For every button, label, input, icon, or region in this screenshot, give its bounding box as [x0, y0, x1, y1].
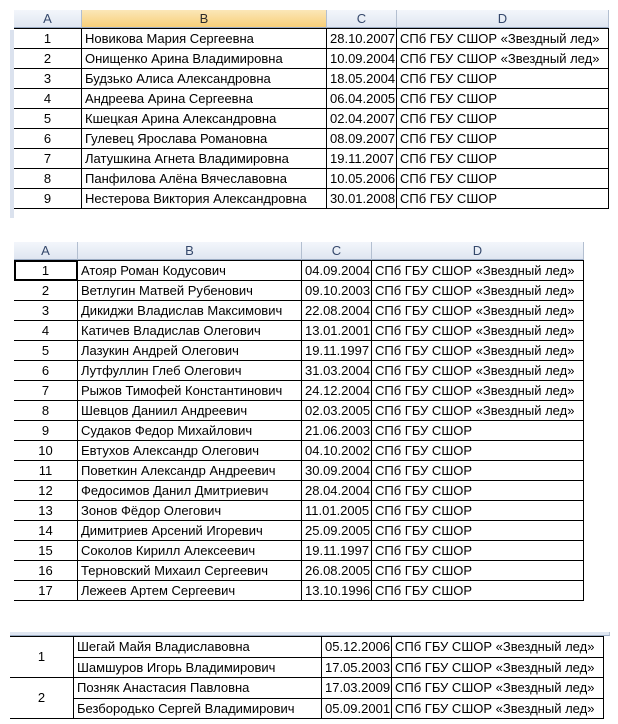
row-number-cell[interactable]: 5: [14, 109, 82, 129]
date-cell[interactable]: 10.05.2006: [327, 169, 397, 189]
date-cell[interactable]: 28.10.2007: [327, 28, 397, 49]
date-cell[interactable]: 24.12.2004: [302, 381, 372, 401]
name-cell[interactable]: Поветкин Александр Андреевич: [78, 461, 302, 481]
date-cell[interactable]: 05.12.2006: [322, 636, 392, 658]
row-number-cell[interactable]: 17: [14, 581, 78, 601]
org-cell[interactable]: СПб ГБУ СШОР: [372, 541, 584, 561]
org-cell[interactable]: СПб ГБУ СШОР: [397, 109, 609, 129]
row-number-cell[interactable]: 9: [14, 189, 82, 209]
name-cell[interactable]: Шегай Майя Владиславовна: [74, 636, 322, 658]
name-cell[interactable]: Судаков Федор Михайлович: [78, 421, 302, 441]
org-cell[interactable]: СПб ГБУ СШОР: [372, 421, 584, 441]
org-cell[interactable]: СПб ГБУ СШОР «Звездный лед»: [397, 49, 609, 69]
date-cell[interactable]: 17.05.2003: [322, 658, 392, 679]
date-cell[interactable]: 31.03.2004: [302, 361, 372, 381]
date-cell[interactable]: 30.09.2004: [302, 461, 372, 481]
name-cell[interactable]: Ветлугин Матвей Рубенович: [78, 281, 302, 301]
name-cell[interactable]: Дикиджи Владислав Максимович: [78, 301, 302, 321]
org-cell[interactable]: СПб ГБУ СШОР: [397, 169, 609, 189]
org-cell[interactable]: СПб ГБУ СШОР «Звездный лед»: [372, 281, 584, 301]
name-cell[interactable]: Лутфуллин Глеб Олегович: [78, 361, 302, 381]
row-number-cell[interactable]: 3: [14, 69, 82, 89]
row-number-cell[interactable]: 7: [14, 149, 82, 169]
name-cell[interactable]: Терновский Михаил Сергеевич: [78, 561, 302, 581]
org-cell[interactable]: СПб ГБУ СШОР: [372, 481, 584, 501]
name-cell[interactable]: Панфилова Алёна Вячеславовна: [82, 169, 327, 189]
date-cell[interactable]: 28.04.2004: [302, 481, 372, 501]
row-number-cell[interactable]: 15: [14, 541, 78, 561]
org-cell[interactable]: СПб ГБУ СШОР «Звездный лед»: [372, 260, 584, 281]
column-header-b[interactable]: B: [82, 10, 327, 28]
date-cell[interactable]: 09.10.2003: [302, 281, 372, 301]
column-header-a[interactable]: A: [14, 10, 82, 28]
org-cell[interactable]: СПб ГБУ СШОР: [372, 501, 584, 521]
date-cell[interactable]: 26.08.2005: [302, 561, 372, 581]
name-cell[interactable]: Безбородько Сергей Владимирович: [74, 699, 322, 720]
row-number-cell[interactable]: 9: [14, 421, 78, 441]
org-cell[interactable]: СПб ГБУ СШОР «Звездный лед»: [372, 341, 584, 361]
row-number-cell[interactable]: 8: [14, 169, 82, 189]
row-number-cell[interactable]: 4: [14, 89, 82, 109]
date-cell[interactable]: 11.01.2005: [302, 501, 372, 521]
date-cell[interactable]: 21.06.2003: [302, 421, 372, 441]
name-cell[interactable]: Катичев Владислав Олегович: [78, 321, 302, 341]
row-number-cell[interactable]: 4: [14, 321, 78, 341]
name-cell[interactable]: Новикова Мария Сергеевна: [82, 28, 327, 49]
name-cell[interactable]: Нестерова Виктория Александровна: [82, 189, 327, 209]
row-number-cell[interactable]: 7: [14, 381, 78, 401]
date-cell[interactable]: 25.09.2005: [302, 521, 372, 541]
date-cell[interactable]: 13.10.1996: [302, 581, 372, 601]
org-cell[interactable]: СПб ГБУ СШОР: [372, 581, 584, 601]
group-number-cell[interactable]: 2: [10, 678, 74, 719]
name-cell[interactable]: Соколов Кирилл Алексеевич: [78, 541, 302, 561]
date-cell[interactable]: 10.09.2004: [327, 49, 397, 69]
row-number-cell[interactable]: 16: [14, 561, 78, 581]
org-cell[interactable]: СПб ГБУ СШОР «Звездный лед»: [397, 28, 609, 49]
org-cell[interactable]: СПб ГБУ СШОР: [397, 189, 609, 209]
org-cell[interactable]: СПб ГБУ СШОР: [397, 129, 609, 149]
name-cell[interactable]: Гулевец Ярослава Романовна: [82, 129, 327, 149]
date-cell[interactable]: 22.08.2004: [302, 301, 372, 321]
group-number-cell[interactable]: 1: [10, 636, 74, 678]
name-cell[interactable]: Позняк Анастасия Павловна: [74, 678, 322, 699]
column-header-d[interactable]: D: [397, 10, 609, 28]
row-header-strip: [10, 30, 14, 218]
table-2: [14, 242, 588, 601]
org-cell[interactable]: СПб ГБУ СШОР: [372, 441, 584, 461]
name-cell[interactable]: Димитриев Арсений Игоревич: [78, 521, 302, 541]
name-cell[interactable]: Онищенко Арина Владимировна: [82, 49, 327, 69]
column-header-c[interactable]: C: [327, 10, 397, 28]
name-cell[interactable]: Андреева Арина Сергеевна: [82, 89, 327, 109]
date-cell[interactable]: 08.09.2007: [327, 129, 397, 149]
name-cell[interactable]: Федосимов Данил Дмитриевич: [78, 481, 302, 501]
name-cell[interactable]: Будзько Алиса Александровна: [82, 69, 327, 89]
date-cell[interactable]: 02.04.2007: [327, 109, 397, 129]
table-1: [14, 10, 612, 209]
date-cell[interactable]: 04.09.2004: [302, 260, 372, 281]
name-cell[interactable]: Зонов Фёдор Олегович: [78, 501, 302, 521]
date-cell[interactable]: 17.03.2009: [322, 678, 392, 699]
row-number-cell[interactable]: 2: [14, 281, 78, 301]
org-cell[interactable]: СПб ГБУ СШОР «Звездный лед»: [372, 361, 584, 381]
row-number-cell[interactable]: 6: [14, 129, 82, 149]
column-header-d[interactable]: D: [372, 242, 584, 260]
org-cell[interactable]: СПб ГБУ СШОР: [372, 461, 584, 481]
date-cell[interactable]: 19.11.1997: [302, 541, 372, 561]
org-cell[interactable]: СПб ГБУ СШОР: [372, 521, 584, 541]
row-number-cell[interactable]: 14: [14, 521, 78, 541]
name-cell[interactable]: Шевцов Даниил Андреевич: [78, 401, 302, 421]
row-number-cell[interactable]: 8: [14, 401, 78, 421]
org-cell[interactable]: СПб ГБУ СШОР «Звездный лед»: [372, 401, 584, 421]
row-number-cell[interactable]: 1: [14, 28, 82, 49]
name-cell[interactable]: Шамшуров Игорь Владимирович: [74, 658, 322, 679]
row-number-cell[interactable]: 2: [14, 49, 82, 69]
name-cell[interactable]: Рыжов Тимофей Константинович: [78, 381, 302, 401]
date-cell[interactable]: 02.03.2005: [302, 401, 372, 421]
row-number-cell[interactable]: 11: [14, 461, 78, 481]
column-header-a[interactable]: A: [14, 242, 78, 260]
org-cell[interactable]: СПб ГБУ СШОР «Звездный лед»: [372, 321, 584, 341]
row-number-cell[interactable]: 1: [14, 260, 78, 281]
date-cell[interactable]: 04.10.2002: [302, 441, 372, 461]
date-cell[interactable]: 30.01.2008: [327, 189, 397, 209]
org-cell[interactable]: СПб ГБУ СШОР: [397, 69, 609, 89]
org-cell[interactable]: СПб ГБУ СШОР: [372, 561, 584, 581]
date-cell[interactable]: 18.05.2004: [327, 69, 397, 89]
date-cell[interactable]: 13.01.2001: [302, 321, 372, 341]
date-cell[interactable]: 05.09.2001: [322, 699, 392, 720]
org-cell[interactable]: СПб ГБУ СШОР: [397, 149, 609, 169]
org-cell[interactable]: СПб ГБУ СШОР «Звездный лед»: [372, 381, 584, 401]
name-cell[interactable]: Лазукин Андрей Олегович: [78, 341, 302, 361]
column-header-c[interactable]: C: [302, 242, 372, 260]
name-cell[interactable]: Лежеев Артем Сергеевич: [78, 581, 302, 601]
name-cell[interactable]: Кшецкая Арина Александровна: [82, 109, 327, 129]
org-cell[interactable]: СПб ГБУ СШОР «Звездный лед»: [392, 699, 604, 720]
row-number-cell[interactable]: 5: [14, 341, 78, 361]
date-cell[interactable]: 19.11.1997: [302, 341, 372, 361]
row-number-cell[interactable]: 12: [14, 481, 78, 501]
name-cell[interactable]: Атояр Роман Кодусович: [78, 260, 302, 281]
org-cell[interactable]: СПб ГБУ СШОР: [397, 89, 609, 109]
row-number-cell[interactable]: 13: [14, 501, 78, 521]
row-number-cell[interactable]: 6: [14, 361, 78, 381]
org-cell[interactable]: СПб ГБУ СШОР «Звездный лед»: [392, 658, 604, 679]
row-number-cell[interactable]: 3: [14, 301, 78, 321]
org-cell[interactable]: СПб ГБУ СШОР «Звездный лед»: [372, 301, 584, 321]
table-3: [10, 632, 604, 719]
name-cell[interactable]: Евтухов Александр Олегович: [78, 441, 302, 461]
date-cell[interactable]: 06.04.2005: [327, 89, 397, 109]
date-cell[interactable]: 19.11.2007: [327, 149, 397, 169]
org-cell[interactable]: СПб ГБУ СШОР «Звездный лед»: [392, 636, 604, 658]
name-cell[interactable]: Латушкина Агнета Владимировна: [82, 149, 327, 169]
row-number-cell[interactable]: 10: [14, 441, 78, 461]
column-header-b[interactable]: B: [78, 242, 302, 260]
org-cell[interactable]: СПб ГБУ СШОР «Звездный лед»: [392, 678, 604, 699]
